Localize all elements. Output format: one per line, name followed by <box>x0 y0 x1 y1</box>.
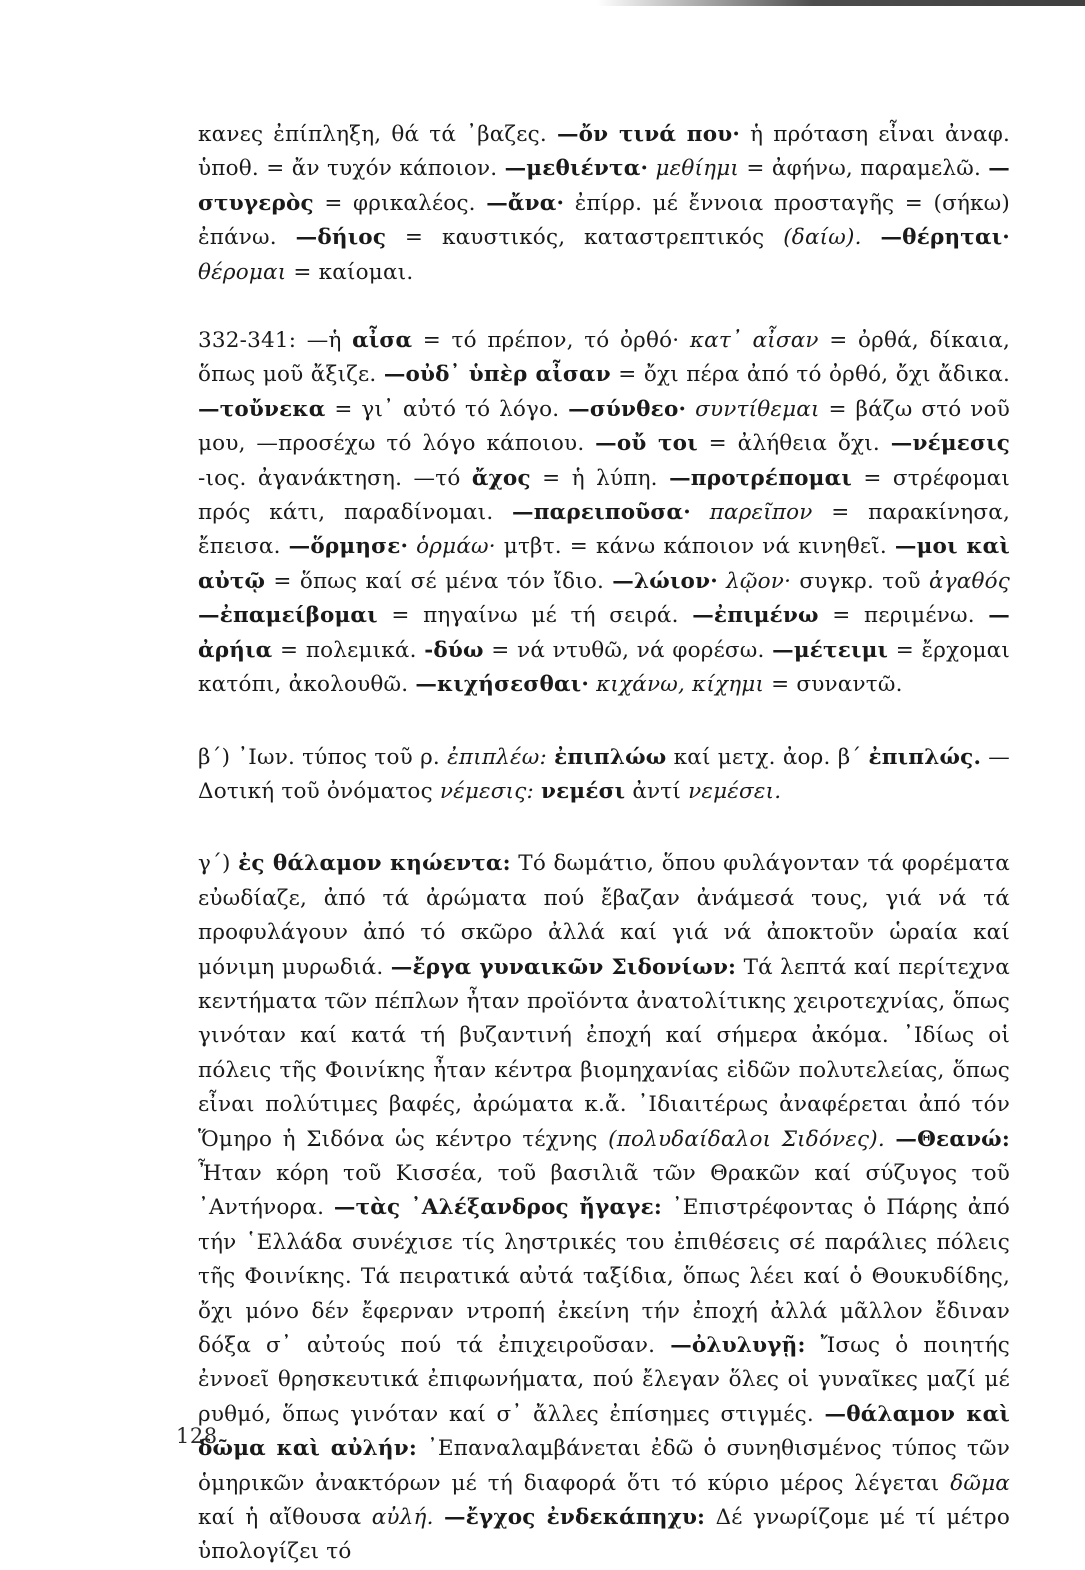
bold-term: —οὔ τοι <box>595 431 698 457</box>
bold-term: —προτρέπομαι <box>669 465 852 491</box>
text-run: = καίομαι. <box>286 259 414 285</box>
bold-term: —ὀλυλυγῇ: <box>670 1333 806 1358</box>
bold-term: —Θεανώ: <box>895 1126 1010 1152</box>
text-run: Τό δωμάτιο, ὅπου φυλάγονταν τά φορέματα εὐωδίαζε, ἀπό τά ἀρώματα πού ἔβαζαν ἀνάμεσά τους, γιά νά τά προφυλάγουν ἀπό τό σκῶρο ἀλλά καί γιά νά ἀποκτοῦν ὡραία καί μόνιμη μυρωδιά. <box>198 851 1010 980</box>
bold-term: —ἔγχος ἐνδεκάπηχυ: <box>444 1505 706 1531</box>
commentary-paragraph-gamma <box>198 847 1010 1570</box>
text-run: —Δοτική τοῦ ὀνόματος <box>198 744 1011 804</box>
italic-term: κιχάνω, κίχημι <box>596 672 765 698</box>
text-run: = συναντῶ. <box>764 672 903 698</box>
text-run: = στρέφομαι πρός κάτι, παραδίνομαι. <box>198 465 1010 526</box>
bold-term: —θάλαμον καὶ δῶμα καὶ αὐλήν: <box>198 1401 1010 1462</box>
text-run: = ὄχι πέρα ἀπό τό ὀρθό, ὄχι ἄδικα. <box>610 362 1010 388</box>
commentary-paragraph-332-341 <box>198 324 1010 702</box>
italic-term: ἐπιπλέω: <box>447 744 547 770</box>
text-run: καί μετχ. ἀορ. β΄ <box>666 744 869 770</box>
bold-term: —θέρηται· <box>880 225 1010 251</box>
text-run: = ὀρθά, δίκαια, ὅπως μοῦ ἄξιζε. <box>198 328 1010 388</box>
italic-term: ἀγαθός <box>928 568 1010 594</box>
text-run <box>434 1505 444 1530</box>
bold-term: —ὄν τινά που· <box>556 122 741 147</box>
italic-term: νέμεσις: <box>439 778 534 804</box>
bold-term: —σύνθεο· <box>568 396 687 422</box>
bold-term: —νέμεσις <box>890 431 1011 457</box>
bold-term: νεμέσι <box>541 778 626 804</box>
text-run: ἡ πρόταση εἶναι ἀναφ. ὑποθ. = ἄν τυχόν κάποιον. <box>198 122 1010 182</box>
italic-term: αὐλή. <box>371 1505 434 1531</box>
italic-term: κατ᾽ αἶσαν <box>689 328 819 354</box>
text-run <box>691 500 710 525</box>
text-run: = ἔρχομαι κατόπι, ἀκολουθῶ. <box>198 637 1010 698</box>
text-run <box>686 397 695 422</box>
bold-term: —τὰς ᾽Αλέξανδρος ἤγαγε: <box>333 1195 663 1221</box>
text-run: Τά λεπτά καί περίτεχνα κεντήματα τῶν πέπλων ἦταν προϊόντα ἀνατολίτικης χειροτεχνίας, ὅπως γινόταν καί κατά τή βυζαντινή ἐποχή καί σήμερα ἀκόμα. ᾽Ιδίως οἱ πόλεις τῆς Φοινίκης ἦταν κέντρα βιομηχανίας εἰδῶν πολυτελείας, ὅπως εἶναι πολύτιμες βαφές, ἀρώματα κ.ἄ. ᾽Ιδιαιτέρως ἀναφέρεται ἀπό τόν Ὅμηρο ἡ Σιδόνα ὡς κέντρο τέχνης <box>198 954 1010 1152</box>
text-run: = ἀλήθεια ὄχι. <box>697 431 891 457</box>
text-run: = φρικαλέος. <box>313 190 487 216</box>
text-run: μτβτ. = κάνω κάποιον νά κινηθεῖ. <box>495 534 895 560</box>
bold-term: —μοι καὶ αὐτῷ <box>198 534 1010 594</box>
bold-term: —κιχήσεσθαι· <box>415 672 590 698</box>
bold-term: —ὅρμησε· <box>288 534 409 560</box>
text-run <box>862 225 881 250</box>
text-run: = καυστικός, καταστρεπτικός <box>386 225 784 251</box>
page-body <box>198 118 1010 1570</box>
page-number: 128 <box>176 1424 218 1448</box>
bold-term: —ἄνα· <box>486 190 565 216</box>
text-run <box>408 534 416 559</box>
bold-term: —μεθιέντα· <box>504 156 649 182</box>
italic-term: (πολυδαίδαλοι Σιδόνες). <box>608 1126 885 1152</box>
bold-term: ἐπιπλώς. <box>868 744 982 770</box>
text-run: = ὅπως καί σέ μένα τόν ἴδιο. <box>265 568 613 594</box>
text-run: = περιμένω. <box>818 603 989 629</box>
bold-term: —παρειποῦσα· <box>512 500 691 526</box>
bold-term: —στυγερὸς <box>198 156 1010 216</box>
text-run: = γι᾽ αὐτό τό λόγο. <box>325 396 569 422</box>
italic-term: ὁρμάω· <box>416 534 496 560</box>
italic-term: (δαίω). <box>783 225 862 251</box>
text-run: γ΄) <box>198 851 239 877</box>
text-run: β΄) ᾽Ιων. τύπος τοῦ ρ. <box>198 744 448 770</box>
text-run: = παρακίνησα, ἔπεισα. <box>198 500 1011 560</box>
text-run: ᾽Επιστρέφοντας ὁ Πάρης ἀπό τήν ῾Ελλάδα συνέχισε τίς ληστρικές του ἐπιθέσεις σέ παράλιες πόλεις τῆς Φοινίκης. Τά πειρατικά αὐτά ταξίδια, ὅπως λέει καί ὁ Θουκυδίδης, ὄχι μόνο δέν ἔφερναν ντροπή ἐκείνη τήν ἐποχή ἀλλά μᾶλλον ἔδιναν δόξα σ᾽ αὐτούς πού τά ἐπιχειροῦσαν. <box>198 1195 1010 1358</box>
bold-term: —τοὔνεκα <box>198 396 326 422</box>
text-run: 332-341: —ἡ <box>198 328 353 354</box>
text-run <box>534 779 541 804</box>
text-run: κανες ἐπίπληξη, θά τά ᾽βαζες. <box>198 122 557 147</box>
italic-term: λῷον· <box>726 568 792 594</box>
text-run: = ἀφήνω, παραμελῶ. <box>739 156 989 182</box>
text-run: = πηγαίνω μέ τή σειρά. <box>377 603 693 629</box>
italic-term: μεθίημι <box>655 156 740 182</box>
bold-term: —ἔργα γυναικῶν Σιδονίων: <box>390 954 737 980</box>
italic-term: θέρομαι <box>198 259 287 285</box>
bold-term: ἐς θάλαμον κηώεντα: <box>238 851 511 877</box>
bold-term: —οὐδ᾽ ὑπὲρ αἶσαν <box>383 362 611 388</box>
bold-term: —ἐπαμείβομαι <box>198 603 378 629</box>
italic-term: νεμέσει. <box>688 778 782 804</box>
text-run: Δέ γνωρίζομε μέ τί μέτρο ὑπολογίζει τό <box>198 1505 1010 1565</box>
bold-term: ἄχος <box>471 465 531 491</box>
text-run: = νά ντυθῶ, νά φορέσω. <box>483 637 773 663</box>
bold-term: —λώιον· <box>612 568 718 594</box>
text-run: Ἴσως ὁ ποιητής ἐννοεῖ θρησκευτικά ἐπιφωνήματα, πού ἔλεγαν ὅλες οἱ γυναῖκες μαζί μέ ρυθμό, ὅπως γινόταν καί σ᾽ ἄλλες ἐπίσημες στιγμές. <box>198 1333 1010 1427</box>
bold-term: -δύω <box>424 637 484 663</box>
bold-term: ἐπιπλώω <box>554 744 667 770</box>
text-run: = τό πρέπον, τό ὀρθό· <box>412 328 690 354</box>
bold-term: αἶσα <box>352 328 413 354</box>
text-run: = βάζω στό νοῦ μου, —προσέχω τό λόγο κάποιου. <box>198 396 1010 457</box>
text-run: Ἦταν κόρη τοῦ Κισσέα, τοῦ βασιλιᾶ τῶν Θρακῶν καί σύζυγος τοῦ ᾽Αντήνορα. <box>198 1160 1010 1221</box>
text-run: ᾽Επαναλαμβάνεται ἐδῶ ὁ συνηθισμένος τύπος τῶν ὁμηρικῶν ἀνακτόρων μέ τή διαφορά ὅτι τό κύριο μέρος λέγεται <box>198 1436 1010 1496</box>
bold-term: —ἐπιμένω <box>692 603 819 629</box>
italic-term: συντίθεμαι <box>695 396 820 422</box>
scan-top-edge <box>0 0 1085 6</box>
bold-term: —δήιος <box>295 225 387 251</box>
text-run: -ιος. ἀγανάκτηση. —τό <box>198 465 472 491</box>
text-run: ἀντί <box>625 778 689 804</box>
bold-term: —μέτειμι <box>772 637 889 663</box>
text-run: ἐπίρρ. μέ ἔννοια προσταγῆς = (σήκω) ἐπάνω. <box>198 190 1010 251</box>
text-run: καί ἡ αἴθουσα <box>198 1505 372 1531</box>
text-run: = ἡ λύπη. <box>530 465 670 491</box>
italic-term: παρεῖπον <box>709 500 813 526</box>
text-run <box>718 569 726 594</box>
text-run: = πολεμικά. <box>272 637 425 663</box>
italic-term: δῶμα <box>950 1470 1010 1496</box>
bold-term: —ἀρήια <box>198 603 1010 663</box>
text-run: συγκρ. τοῦ <box>791 568 929 594</box>
commentary-paragraph-continuation <box>198 118 1010 290</box>
commentary-paragraph-beta <box>198 741 1010 810</box>
text-run <box>885 1127 896 1152</box>
